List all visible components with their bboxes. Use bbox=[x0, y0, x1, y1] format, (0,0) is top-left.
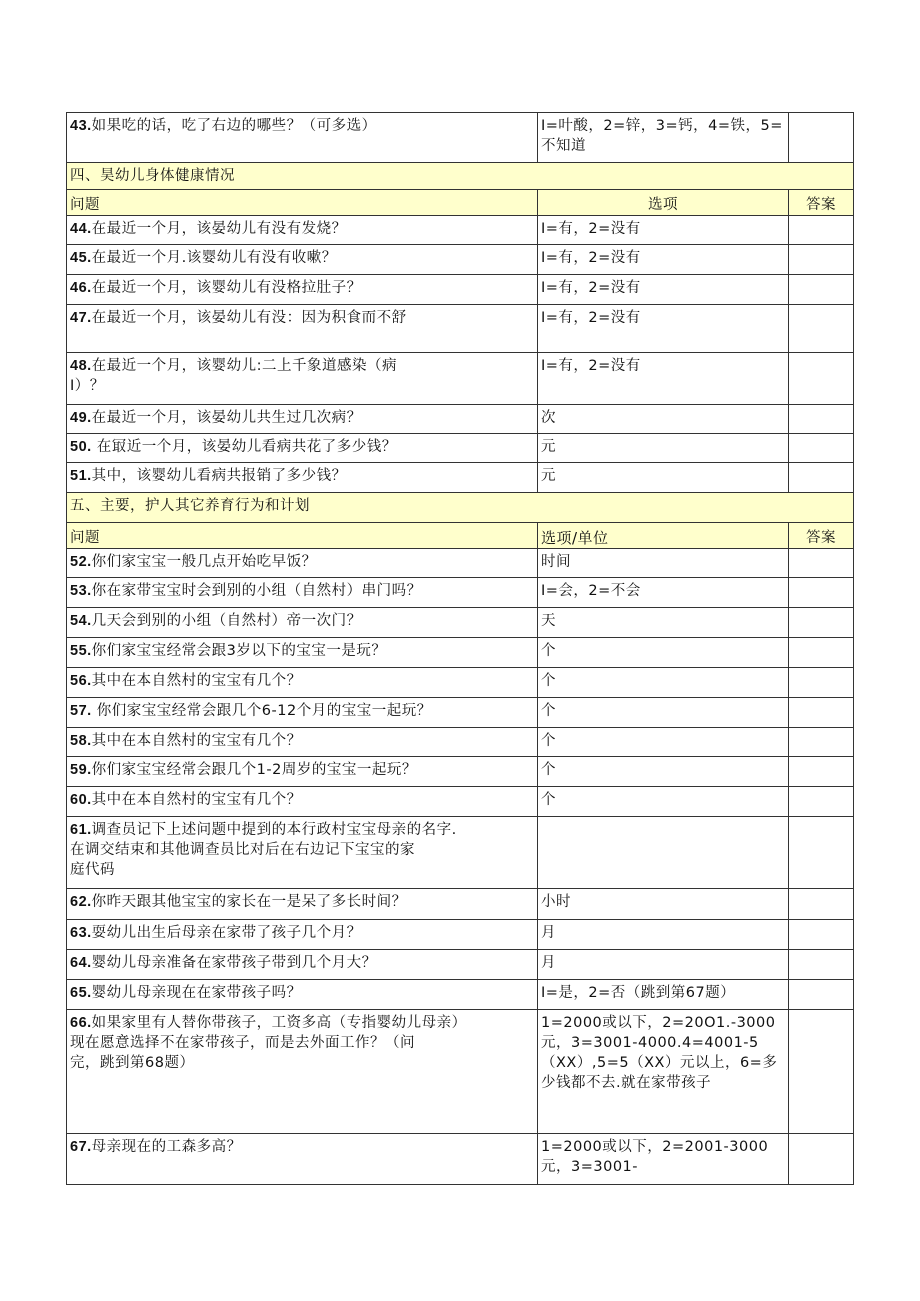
question-number: 59. bbox=[70, 762, 92, 778]
question-cell bbox=[67, 817, 538, 889]
question-cell bbox=[67, 405, 538, 434]
question-number: 45. bbox=[70, 250, 92, 266]
question-cell bbox=[67, 787, 538, 817]
section-title: 四、昊幼儿身体健康情况 bbox=[67, 163, 854, 190]
answer-cell[interactable] bbox=[789, 698, 854, 728]
option-cell: I=是，2=否（跳到第67题） bbox=[538, 980, 789, 1010]
answer-cell[interactable] bbox=[789, 434, 854, 463]
answer-cell[interactable] bbox=[789, 353, 854, 405]
question-row bbox=[67, 1134, 854, 1185]
answer-cell[interactable] bbox=[789, 405, 854, 434]
option-cell: 个 bbox=[538, 668, 789, 698]
question-number: 63. bbox=[70, 925, 92, 941]
option-cell: 个 bbox=[538, 728, 789, 757]
question-text: 调查员记下上述问题中提到的本行政村宝宝母亲的名字. 在调交结束和其他调查员比对后在右边记下宝宝的家 庭代码 bbox=[70, 822, 457, 878]
answer-cell[interactable] bbox=[789, 113, 854, 163]
question-cell bbox=[67, 1010, 538, 1134]
question-row bbox=[67, 434, 854, 463]
question-number: 53. bbox=[70, 583, 92, 599]
question-row bbox=[67, 668, 854, 698]
question-number: 60. bbox=[70, 792, 92, 808]
option-cell: I=有，2=没有 bbox=[538, 245, 789, 275]
question-row bbox=[67, 638, 854, 668]
question-cell bbox=[67, 305, 538, 353]
question-cell bbox=[67, 549, 538, 578]
section-row bbox=[67, 493, 854, 523]
question-row bbox=[67, 275, 854, 305]
header-row bbox=[67, 190, 854, 216]
survey-table-body bbox=[67, 113, 854, 1185]
question-text: 几天会到别的小组（自然村）帝一次门？ bbox=[91, 613, 362, 629]
question-number: 43. bbox=[70, 118, 92, 134]
question-text: 在最近一个月，该晏幼儿有没有发烧？ bbox=[91, 221, 347, 237]
section-row bbox=[67, 163, 854, 190]
answer-cell[interactable] bbox=[789, 787, 854, 817]
header-options: 选项/单位 bbox=[538, 523, 789, 549]
question-number: 49. bbox=[70, 410, 92, 426]
question-text: 如果吃的话，吃了右边的哪些？（可多选） bbox=[91, 118, 377, 134]
question-number: 62. bbox=[70, 894, 92, 910]
option-cell: 天 bbox=[538, 608, 789, 638]
answer-cell[interactable] bbox=[789, 728, 854, 757]
question-number: 47. bbox=[70, 310, 92, 326]
question-row bbox=[67, 245, 854, 275]
question-cell bbox=[67, 608, 538, 638]
answer-cell[interactable] bbox=[789, 608, 854, 638]
answer-cell[interactable] bbox=[789, 275, 854, 305]
answer-cell[interactable] bbox=[789, 305, 854, 353]
option-cell: 1=2000或以下，2=2001-3000元，3=3001- bbox=[538, 1134, 789, 1185]
question-text: 在最近一个月，该婴幼儿有没格拉肚子？ bbox=[91, 280, 362, 296]
question-number: 64. bbox=[70, 955, 92, 971]
question-text: 在最近一个月，该晏幼儿有没：因为积食而不舒 bbox=[91, 310, 407, 326]
answer-cell[interactable] bbox=[789, 463, 854, 493]
answer-cell[interactable] bbox=[789, 668, 854, 698]
question-number: 46. bbox=[70, 280, 92, 296]
question-row bbox=[67, 1010, 854, 1134]
question-cell bbox=[67, 757, 538, 787]
survey-table bbox=[66, 112, 854, 1185]
question-text: 在最近一个月，该婴幼儿:二上千象道感染（病 I）？ bbox=[70, 358, 398, 394]
question-cell bbox=[67, 728, 538, 757]
option-cell: 个 bbox=[538, 757, 789, 787]
question-text: 在最近一个月.该婴幼儿有没有收嗽？ bbox=[91, 250, 337, 266]
answer-cell[interactable] bbox=[789, 216, 854, 245]
answer-cell[interactable] bbox=[789, 549, 854, 578]
option-cell: I=有，2=没有 bbox=[538, 305, 789, 353]
question-cell bbox=[67, 889, 538, 920]
header-question: 问题 bbox=[67, 523, 538, 549]
question-cell bbox=[67, 353, 538, 405]
answer-cell[interactable] bbox=[789, 980, 854, 1010]
question-number: 67. bbox=[70, 1139, 92, 1155]
question-text: 如果家里有人替你带孩子，工资多高（专指婴幼儿母亲） 现在愿意选择不在家带孩子，而是去外面工作？（问 完，跳到第68题） bbox=[70, 1015, 467, 1071]
question-row bbox=[67, 889, 854, 920]
answer-cell[interactable] bbox=[789, 1134, 854, 1185]
question-number: 58. bbox=[70, 733, 92, 749]
header-answer: 答案 bbox=[789, 523, 854, 549]
question-text: 你们家宝宝经常会跟几个6-12个月的宝宝一起玩？ bbox=[91, 703, 432, 719]
option-cell: 元 bbox=[538, 434, 789, 463]
question-cell bbox=[67, 216, 538, 245]
answer-cell[interactable] bbox=[789, 638, 854, 668]
answer-cell[interactable] bbox=[789, 245, 854, 275]
question-row bbox=[67, 950, 854, 980]
question-cell bbox=[67, 578, 538, 608]
option-cell: 元 bbox=[538, 463, 789, 493]
question-number: 48. bbox=[70, 358, 92, 374]
answer-cell[interactable] bbox=[789, 1010, 854, 1134]
question-number: 57. bbox=[70, 703, 92, 719]
question-text: 在最近一个月，该晏幼儿共生过几次病？ bbox=[91, 410, 362, 426]
question-text: 你们家宝宝经常会跟3岁以下的宝宝一是玩？ bbox=[91, 643, 387, 659]
question-row bbox=[67, 578, 854, 608]
option-cell: 个 bbox=[538, 787, 789, 817]
option-cell: I=叶酸，2=锌，3=钙，4=铁，5=不知道 bbox=[538, 113, 789, 163]
question-cell bbox=[67, 950, 538, 980]
question-row bbox=[67, 757, 854, 787]
option-cell: 个 bbox=[538, 638, 789, 668]
question-cell bbox=[67, 1134, 538, 1185]
answer-cell[interactable] bbox=[789, 889, 854, 920]
question-cell bbox=[67, 275, 538, 305]
question-row bbox=[67, 405, 854, 434]
question-row bbox=[67, 549, 854, 578]
question-text: 你昨天跟其他宝宝的家长在一是呆了多长时间？ bbox=[91, 894, 407, 910]
question-cell bbox=[67, 638, 538, 668]
question-cell bbox=[67, 668, 538, 698]
question-number: 51. bbox=[70, 468, 92, 484]
question-row bbox=[67, 920, 854, 950]
question-row bbox=[67, 113, 854, 163]
question-text: 婴幼儿母亲准备在家带孩子带到几个月大？ bbox=[91, 955, 377, 971]
answer-cell[interactable] bbox=[789, 950, 854, 980]
question-cell bbox=[67, 920, 538, 950]
section-title: 五、主要，护人其它养育行为和计划 bbox=[67, 493, 854, 523]
question-text: 其中，该婴幼儿看病共报销了多少钱？ bbox=[91, 468, 347, 484]
option-cell: 次 bbox=[538, 405, 789, 434]
question-cell bbox=[67, 698, 538, 728]
question-row bbox=[67, 608, 854, 638]
question-number: 61. bbox=[70, 822, 92, 838]
option-cell: 小时 bbox=[538, 889, 789, 920]
header-options: 选项 bbox=[538, 190, 789, 216]
question-text: 在冣近一个月，该晏幼儿看病共花了多少钱？ bbox=[91, 439, 397, 455]
question-text: 其中在本自然村的宝宝有几个？ bbox=[91, 733, 302, 749]
answer-cell[interactable] bbox=[789, 920, 854, 950]
question-text: 其中在本自然村的宝宝有几个？ bbox=[91, 673, 302, 689]
question-row bbox=[67, 980, 854, 1010]
question-text: 耍幼儿出生后母亲在家带了孩子几个月？ bbox=[91, 925, 362, 941]
question-row bbox=[67, 463, 854, 493]
option-cell: I=有，2=没有 bbox=[538, 216, 789, 245]
option-cell: 个 bbox=[538, 698, 789, 728]
question-row bbox=[67, 787, 854, 817]
option-cell bbox=[538, 817, 789, 889]
answer-cell[interactable] bbox=[789, 757, 854, 787]
answer-cell[interactable] bbox=[789, 817, 854, 889]
question-cell bbox=[67, 463, 538, 493]
question-number: 55. bbox=[70, 643, 92, 659]
question-row bbox=[67, 817, 854, 889]
question-text: 其中在本自然村的宝宝有几个？ bbox=[91, 792, 302, 808]
option-cell: 1=2000或以下，2=20O1.-3000元，3=3001-4000.4=4001-5（XX）,5=5（XX）元以上，6=多少钱都不去.就在家带孩子 bbox=[538, 1010, 789, 1134]
question-number: 44. bbox=[70, 221, 92, 237]
option-cell: I=会，2=不会 bbox=[538, 578, 789, 608]
question-number: 66. bbox=[70, 1015, 92, 1031]
question-cell bbox=[67, 980, 538, 1010]
question-text: 母亲现在的工森多高？ bbox=[91, 1139, 242, 1155]
question-text: 你在家带宝宝时会到别的小组（自然村）串门吗？ bbox=[91, 583, 422, 599]
question-cell bbox=[67, 245, 538, 275]
question-row bbox=[67, 353, 854, 405]
question-number: 54. bbox=[70, 613, 92, 629]
option-cell: I=有，2=没有 bbox=[538, 353, 789, 405]
question-row bbox=[67, 728, 854, 757]
option-cell: 月 bbox=[538, 950, 789, 980]
option-cell: 月 bbox=[538, 920, 789, 950]
question-cell bbox=[67, 434, 538, 463]
question-row bbox=[67, 698, 854, 728]
question-text: 你们家宝宝经常会跟几个1-2周岁的宝宝一起玩？ bbox=[91, 762, 417, 778]
question-number: 52. bbox=[70, 554, 92, 570]
question-number: 56. bbox=[70, 673, 92, 689]
question-cell bbox=[67, 113, 538, 163]
header-question: 问题 bbox=[67, 190, 538, 216]
question-text: 你们家宝宝一般几点开始吃早饭？ bbox=[91, 554, 317, 570]
option-cell: I=有，2=没有 bbox=[538, 275, 789, 305]
header-row bbox=[67, 523, 854, 549]
question-row bbox=[67, 216, 854, 245]
question-row bbox=[67, 305, 854, 353]
header-answer: 答案 bbox=[789, 190, 854, 216]
question-number: 50. bbox=[70, 439, 92, 455]
question-number: 65. bbox=[70, 985, 92, 1001]
option-cell: 时间 bbox=[538, 549, 789, 578]
answer-cell[interactable] bbox=[789, 578, 854, 608]
question-text: 婴幼儿母亲现在在家带孩子吗？ bbox=[91, 985, 302, 1001]
